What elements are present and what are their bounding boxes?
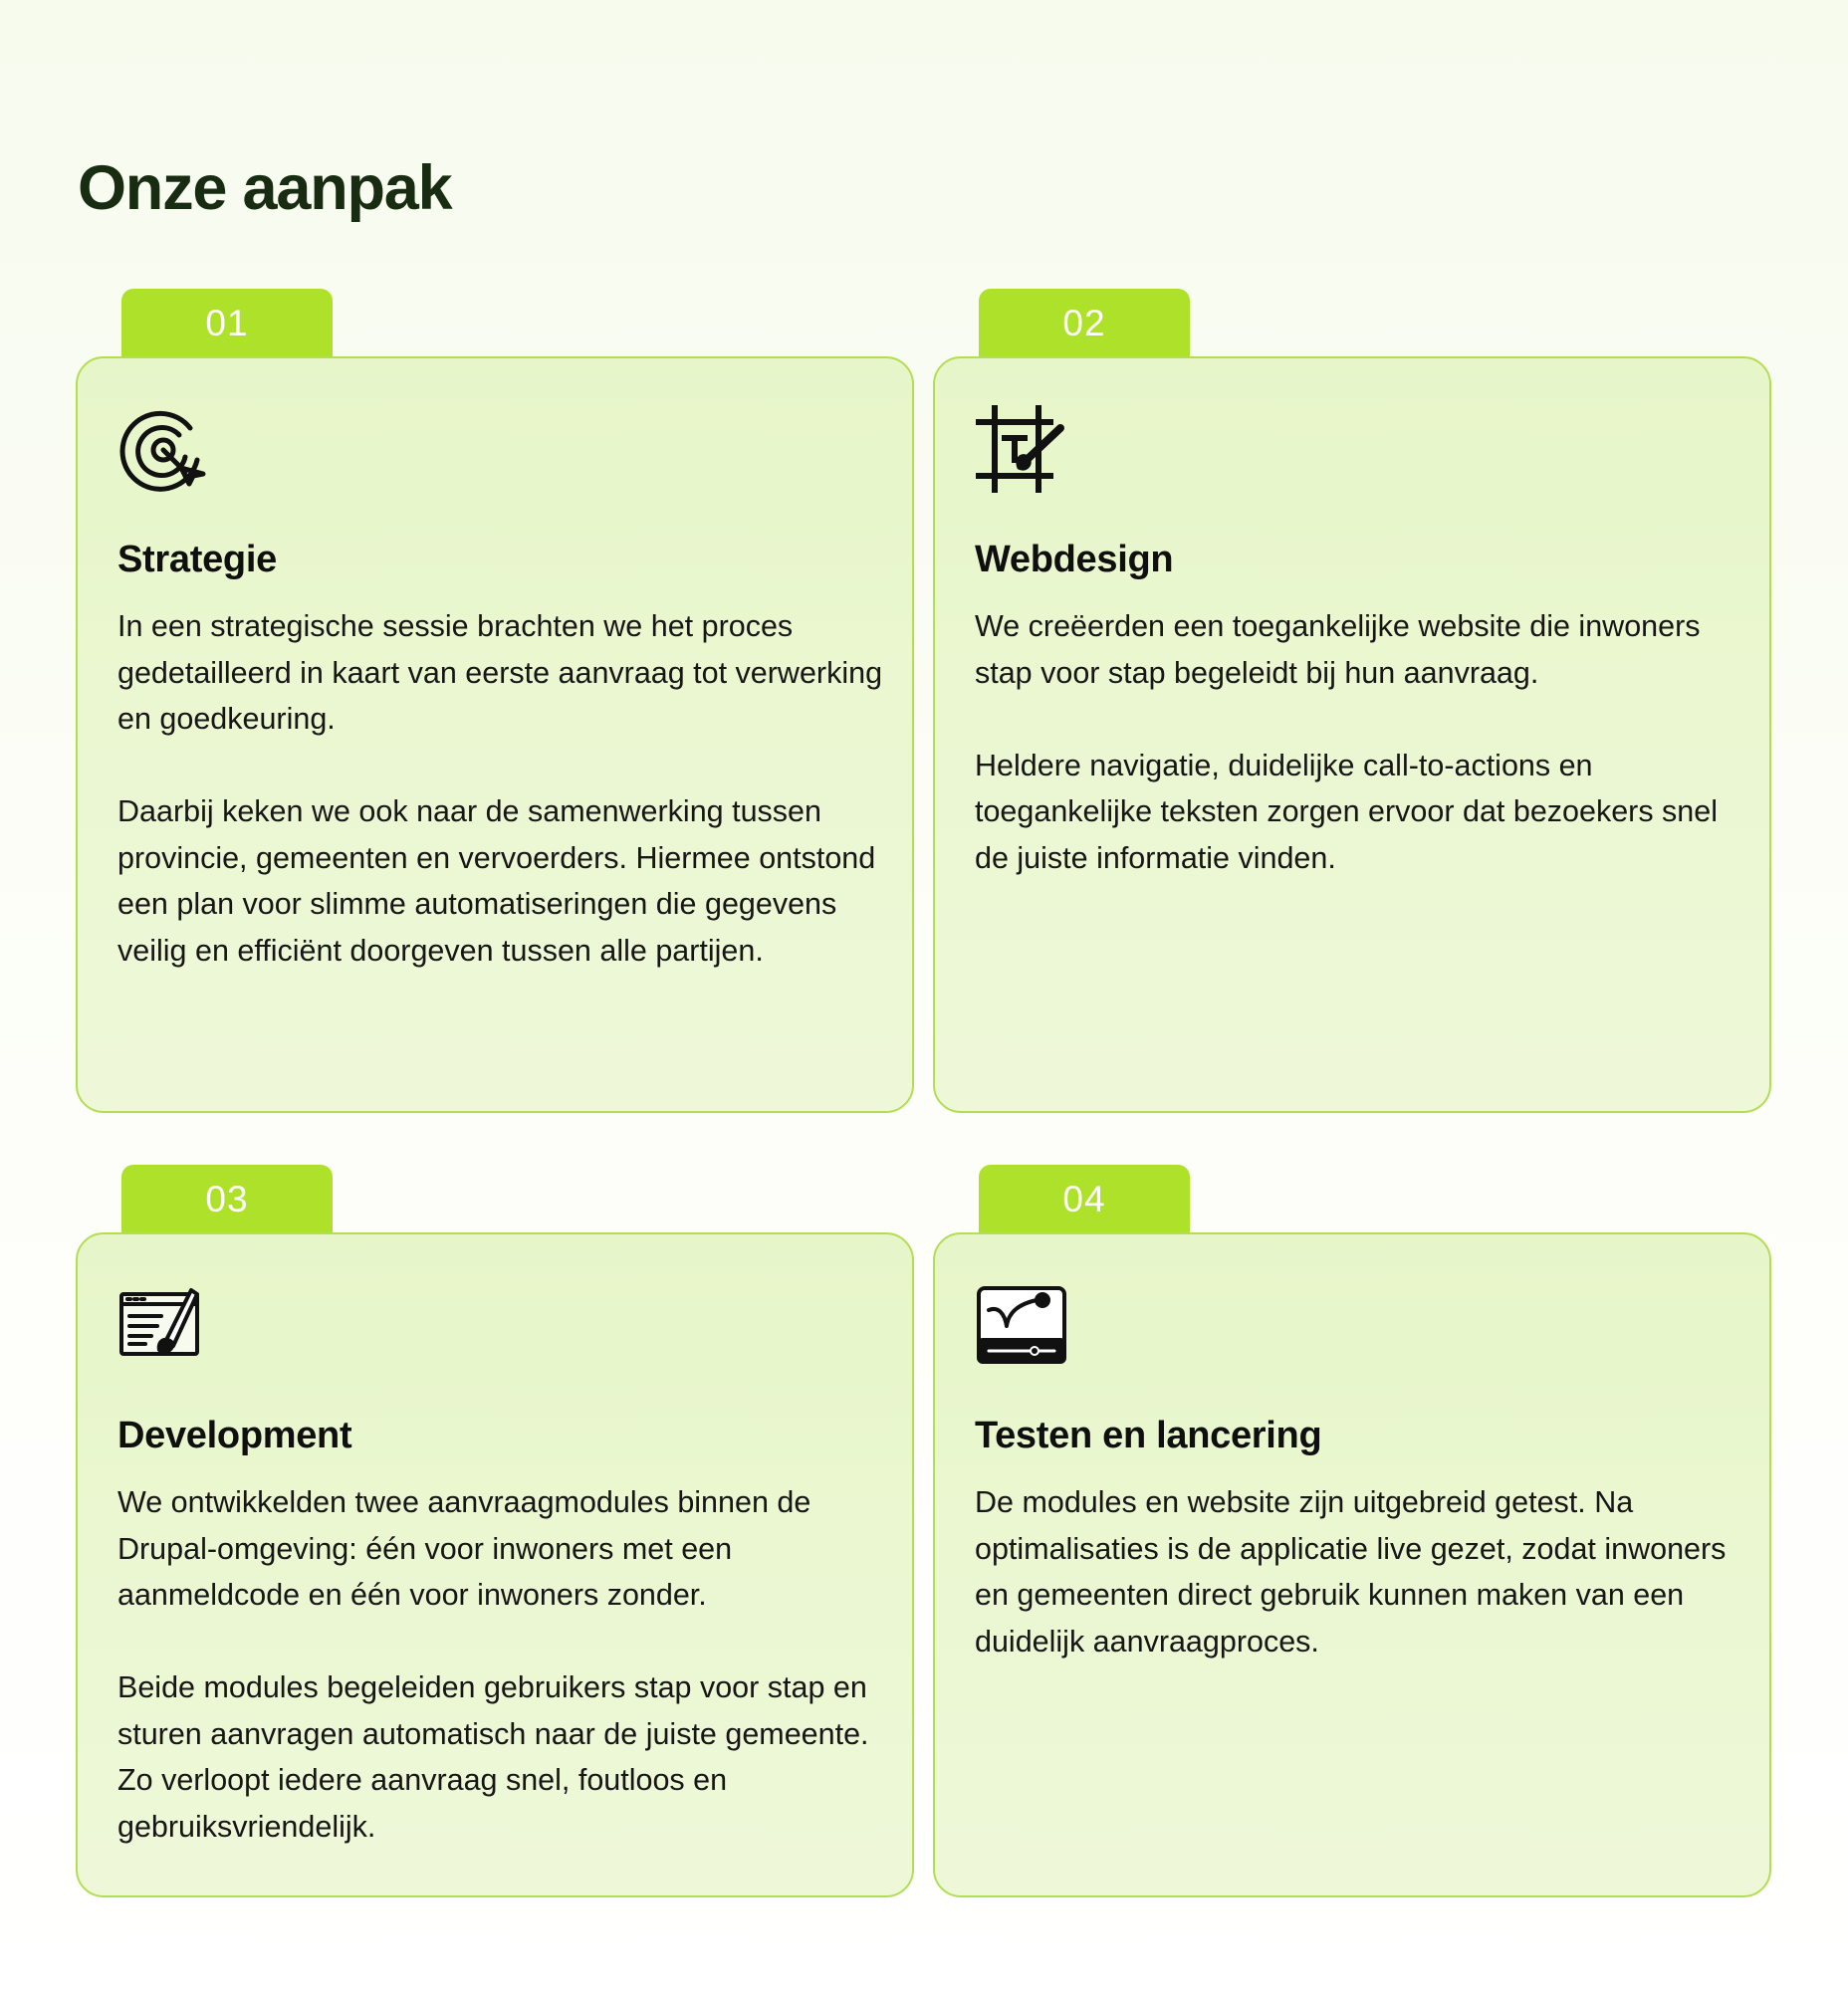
step-paragraph: De modules en website zijn uitgebreid getest. Na optimalisaties is de applicatie live gezet, zodat inwoners en gemeenten direct gebruik kunnen maken van een duidelijk aanvraagproces. (975, 1485, 1727, 1659)
design-frame-brush-icon (975, 402, 1070, 498)
step-card (933, 1232, 1771, 1897)
step-paragraph: Beide modules begeleiden gebruikers stap voor stap en sturen aanvragen automatisch naar de juiste gemeente. Zo verloopt iedere aanvraag snel, foutloos en gebruiksvriendelijk. (117, 1670, 869, 1844)
step-paragraph: We ontwikkelden twee aanvraagmodules binnen de Drupal-omgeving: één voor inwoners met een aanmeldcode en één voor inwoners zonder. (117, 1485, 811, 1612)
step-description (117, 603, 889, 974)
step-number-tab: 02 (979, 289, 1190, 358)
step-number-tab: 04 (979, 1165, 1190, 1234)
step-card (76, 356, 914, 1113)
step-card (933, 356, 1771, 1113)
browser-edit-icon (117, 1278, 213, 1374)
step-description (117, 1479, 889, 1850)
step-title: Webdesign (975, 539, 1174, 580)
step-title: Testen en lancering (975, 1415, 1322, 1456)
step-title: Strategie (117, 539, 277, 580)
step-description (975, 603, 1746, 881)
page-title: Onze aanpak (78, 153, 452, 223)
monitor-curve-icon (975, 1278, 1070, 1374)
step-paragraph: In een strategische sessie brachten we het proces gedetailleerd in kaart van eerste aanvraag tot verwerking en goedkeuring. (117, 609, 883, 736)
step-paragraph: Heldere navigatie, duidelijke call-to-actions en toegankelijke teksten zorgen ervoor dat bezoekers snel de juiste informatie vinden. (975, 748, 1718, 875)
step-number-tab: 03 (121, 1165, 333, 1234)
step-title: Development (117, 1415, 352, 1456)
step-paragraph: Daarbij keken we ook naar de samenwerking tussen provincie, gemeenten en vervoerders. Hiermee ontstond een plan voor slimme automatiseringen die gegevens veilig en efficiënt doorgeven tussen alle partijen. (117, 794, 876, 968)
step-number-tab: 01 (121, 289, 333, 358)
step-paragraph: We creëerden een toegankelijke website die inwoners stap voor stap begeleidt bij hun aanvraag. (975, 609, 1701, 690)
step-card (76, 1232, 914, 1897)
target-icon (117, 402, 213, 498)
step-description (975, 1479, 1746, 1664)
